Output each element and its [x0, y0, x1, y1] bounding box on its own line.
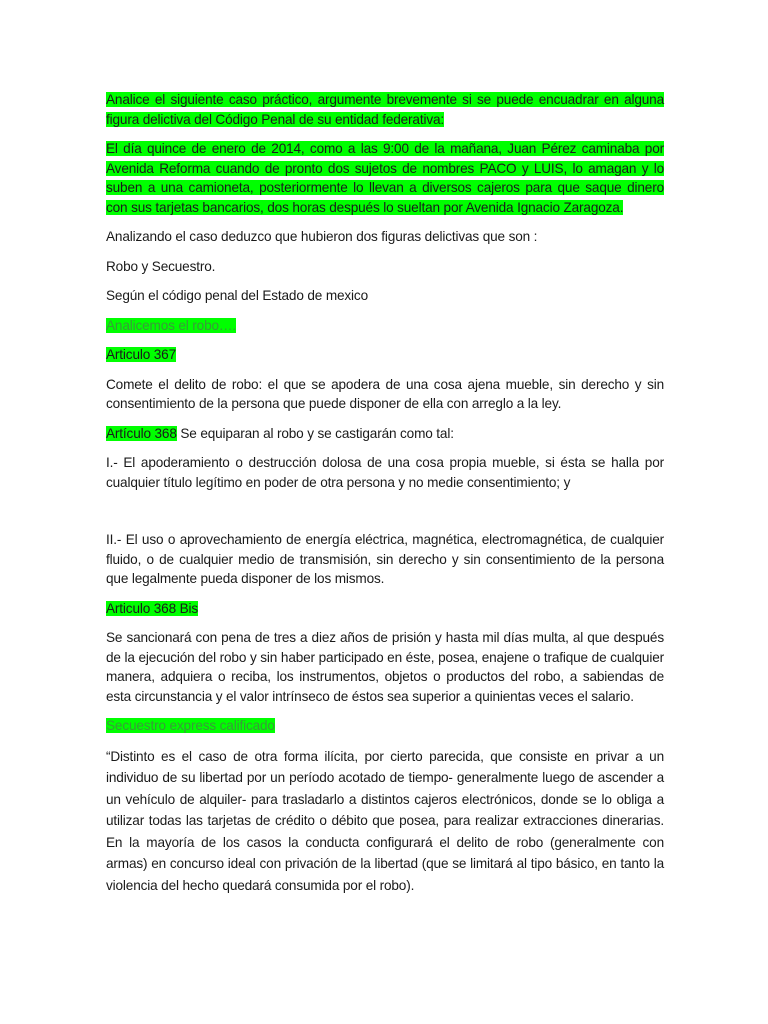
crimes-paragraph: Robo y Secuestro. [106, 258, 216, 274]
article-368-heading-text: Artículo 368 [106, 425, 177, 441]
robo-heading-text: Analicemos el robo…. [106, 317, 236, 333]
article-368-bis-heading [106, 599, 664, 619]
article-367-heading-text: Articulo 367 [106, 347, 176, 362]
intro-text: Analice el siguiente caso práctico, argumente brevemente si se puede encuadrar en alguna figura delictiva del Código Penal de su entidad federativa: [106, 92, 664, 127]
secuestro-heading-text: Secuestro express calificado [106, 718, 275, 733]
article-368-bis-text: Se sancionará con pena de tres a diez años de prisión y hasta mil días multa, al que después de la ejecución del robo y sin haber participado en éste, posea, enajene o trafique de cualquier manera, adquiera o reciba, los instrumentos, objetos o productos del robo, a sabiendas de esta circunstancia y el valor intrínseco de éstos sea superior a quinientas veces el salario. [106, 630, 664, 704]
article-368-bis-heading-text: Articulo 368 Bis [106, 600, 199, 616]
article-367-text: Comete el delito de robo: el que se apodera de una cosa ajena mueble, sin derecho y sin consentimiento de la persona que puede disponer de ella con arreglo a la ley. [106, 376, 664, 411]
robo-heading [106, 316, 664, 336]
article-368-paragraph [106, 424, 664, 444]
intro-paragraph [106, 90, 664, 129]
article-368-fraction-i: I.- El apoderamiento o destrucción dolosa de una cosa propia mueble, si ésta se halla por cualquier título legítimo en poder de otra persona y no medie consentimiento; y [106, 455, 664, 490]
code-reference-paragraph: Según el código penal del Estado de mexico [106, 288, 368, 303]
case-paragraph [106, 139, 664, 217]
article-368-intro-text: Se equiparan al robo y se castigarán como tal: [176, 425, 454, 441]
secuestro-heading [106, 716, 664, 736]
article-368-fraction-ii: II.- El uso o aprovechamiento de energía eléctrica, magnética, electromagnética, de cualquier fluido, o de cualquier medio de transmisión, sin derecho y sin consentimiento de la persona que legalmente pueda disponer de los mismos. [106, 532, 664, 586]
quote-paragraph: “Distinto es el caso de otra forma ilícita, por cierto parecida, que consiste en privar a un individuo de su libertad por un período acotado de tiempo- generalmente luego de ascender a un vehículo de alquiler- para trasladarlo a distintos cajeros electrónicos, donde se lo obliga a utilizar todas las tarjetas de crédito o débito que posea, para realizar extracciones dinerarias. En la mayoría de los casos la conducta configurará el delito de robo (generalmente con armas) en concurso ideal con privación de la libertad (que se limitará al tipo básico, en tanto la violencia del hecho quedará consumida por el robo). [106, 748, 664, 893]
case-text: El día quince de enero de 2014, como a las 9:00 de la mañana, Juan Pérez caminaba por Avenida Reforma cuando de pronto dos sujetos de nombres PACO y LUIS, lo amagan y lo suben a una camioneta, posteriormente lo llevan a diversos cajeros para que saque dinero con sus tarjetas bancarios, dos horas después lo sueltan por Avenida Ignacio Zaragoza. [106, 141, 664, 215]
analysis-paragraph: Analizando el caso deduzco que hubieron dos figuras delictivas que son : [106, 229, 538, 244]
article-367-heading [106, 345, 664, 365]
